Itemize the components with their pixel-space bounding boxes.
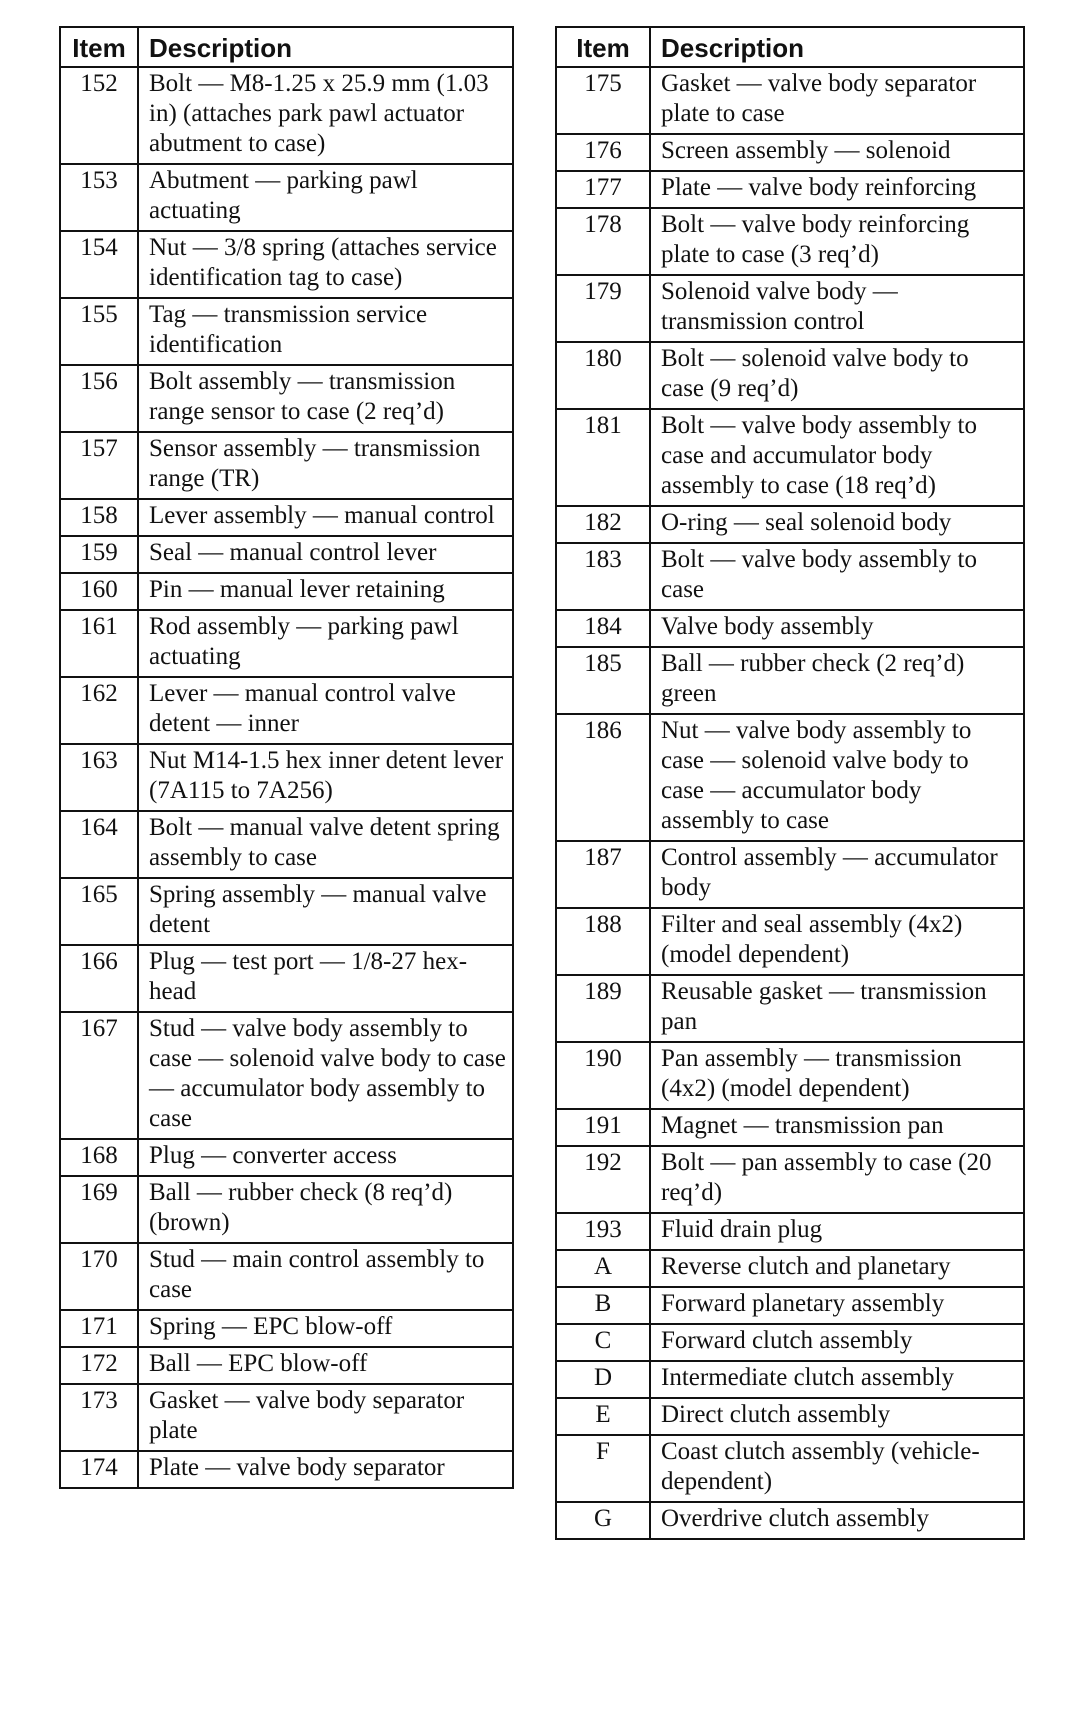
- item-description: Bolt — manual valve detent spring assembly to case: [138, 811, 513, 878]
- item-description: Sensor assembly — transmission range (TR): [138, 432, 513, 499]
- item-number: 173: [60, 1384, 138, 1451]
- table-row: [60, 1451, 513, 1488]
- item-number: 154: [60, 231, 138, 298]
- table-row: [60, 67, 513, 164]
- item-description: Coast clutch assembly (vehicle-dependent): [650, 1435, 1024, 1502]
- item-description: Pan assembly — transmission (4x2) (model dependent): [650, 1042, 1024, 1109]
- item-number: 162: [60, 677, 138, 744]
- table-row: [556, 1146, 1024, 1213]
- description-column-header: Description: [650, 27, 1024, 67]
- item-number: C: [556, 1324, 650, 1361]
- item-description: O-ring — seal solenoid body: [650, 506, 1024, 543]
- item-description: Fluid drain plug: [650, 1213, 1024, 1250]
- table-row: [60, 164, 513, 231]
- item-description: Filter and seal assembly (4x2) (model dependent): [650, 908, 1024, 975]
- item-number: 182: [556, 506, 650, 543]
- table-row: [556, 543, 1024, 610]
- item-description: Ball — EPC blow-off: [138, 1347, 513, 1384]
- table-row: [556, 1287, 1024, 1324]
- item-number: F: [556, 1435, 650, 1502]
- item-description: Stud — main control assembly to case: [138, 1243, 513, 1310]
- item-description: Ball — rubber check (8 req’d) (brown): [138, 1176, 513, 1243]
- item-description: Spring assembly — manual valve detent: [138, 878, 513, 945]
- table-row: [60, 231, 513, 298]
- item-description: Seal — manual control lever: [138, 536, 513, 573]
- table-row: [556, 1213, 1024, 1250]
- table-row: [556, 134, 1024, 171]
- item-description: Bolt — valve body assembly to case: [650, 543, 1024, 610]
- item-description: Spring — EPC blow-off: [138, 1310, 513, 1347]
- table-row: [556, 647, 1024, 714]
- header-row: [556, 27, 1024, 67]
- parts-table-left: [59, 26, 514, 1489]
- item-description: Ball — rubber check (2 req’d) green: [650, 647, 1024, 714]
- item-number: 166: [60, 945, 138, 1012]
- item-number: 159: [60, 536, 138, 573]
- item-description: Direct clutch assembly: [650, 1398, 1024, 1435]
- table-row: [556, 1435, 1024, 1502]
- item-description: Stud — valve body assembly to case — solenoid valve body to case — accumulator body assembly to case: [138, 1012, 513, 1139]
- table-row: [60, 744, 513, 811]
- table-row: [60, 536, 513, 573]
- item-number: D: [556, 1361, 650, 1398]
- item-description: Gasket — valve body separator plate: [138, 1384, 513, 1451]
- table-row: [556, 1324, 1024, 1361]
- item-description: Pin — manual lever retaining: [138, 573, 513, 610]
- item-number: 152: [60, 67, 138, 164]
- table-row: [556, 714, 1024, 841]
- item-description: Magnet — transmission pan: [650, 1109, 1024, 1146]
- table-row: [556, 342, 1024, 409]
- item-column-header: Item: [60, 27, 138, 67]
- item-number: 174: [60, 1451, 138, 1488]
- item-number: A: [556, 1250, 650, 1287]
- table-row: [60, 432, 513, 499]
- item-description: Tag — transmission service identification: [138, 298, 513, 365]
- item-number: 185: [556, 647, 650, 714]
- table-row: [60, 499, 513, 536]
- table-row: [60, 811, 513, 878]
- item-description: Reusable gasket — transmission pan: [650, 975, 1024, 1042]
- table-row: [556, 1502, 1024, 1539]
- item-number: 167: [60, 1012, 138, 1139]
- description-column-header: Description: [138, 27, 513, 67]
- item-description: Gasket — valve body separator plate to case: [650, 67, 1024, 134]
- item-number: 184: [556, 610, 650, 647]
- item-description: Bolt — valve body reinforcing plate to case (3 req’d): [650, 208, 1024, 275]
- item-number: 170: [60, 1243, 138, 1310]
- table-row: [60, 1243, 513, 1310]
- table-row: [556, 1250, 1024, 1287]
- item-description: Nut — 3/8 spring (attaches service identification tag to case): [138, 231, 513, 298]
- item-number: 164: [60, 811, 138, 878]
- item-description: Lever assembly — manual control: [138, 499, 513, 536]
- item-number: 193: [556, 1213, 650, 1250]
- item-number: 190: [556, 1042, 650, 1109]
- item-description: Solenoid valve body — transmission control: [650, 275, 1024, 342]
- item-description: Bolt — valve body assembly to case and accumulator body assembly to case (18 req’d): [650, 409, 1024, 506]
- table-row: [60, 1310, 513, 1347]
- table-row: [60, 610, 513, 677]
- table-row: [60, 1012, 513, 1139]
- item-number: G: [556, 1502, 650, 1539]
- table-row: [556, 1361, 1024, 1398]
- table-row: [556, 208, 1024, 275]
- item-description: Lever — manual control valve detent — inner: [138, 677, 513, 744]
- item-description: Intermediate clutch assembly: [650, 1361, 1024, 1398]
- item-number: 178: [556, 208, 650, 275]
- item-number: 172: [60, 1347, 138, 1384]
- item-description: Abutment — parking pawl actuating: [138, 164, 513, 231]
- item-description: Bolt assembly — transmission range sensor to case (2 req’d): [138, 365, 513, 432]
- item-description: Rod assembly — parking pawl actuating: [138, 610, 513, 677]
- table-row: [60, 573, 513, 610]
- table-row: [556, 975, 1024, 1042]
- table-row: [556, 1109, 1024, 1146]
- table-row: [556, 1398, 1024, 1435]
- item-column-header: Item: [556, 27, 650, 67]
- item-number: 177: [556, 171, 650, 208]
- item-description: Reverse clutch and planetary: [650, 1250, 1024, 1287]
- item-description: Bolt — pan assembly to case (20 req’d): [650, 1146, 1024, 1213]
- item-number: 175: [556, 67, 650, 134]
- item-number: 186: [556, 714, 650, 841]
- item-description: Forward clutch assembly: [650, 1324, 1024, 1361]
- item-description: Plug — converter access: [138, 1139, 513, 1176]
- table-row: [556, 1042, 1024, 1109]
- item-description: Control assembly — accumulator body: [650, 841, 1024, 908]
- item-description: Plate — valve body separator: [138, 1451, 513, 1488]
- table-row: [556, 67, 1024, 134]
- item-description: Plug — test port — 1/8-27 hex-head: [138, 945, 513, 1012]
- table-row: [60, 945, 513, 1012]
- item-number: E: [556, 1398, 650, 1435]
- item-number: 191: [556, 1109, 650, 1146]
- table-row: [60, 1176, 513, 1243]
- item-description: Plate — valve body reinforcing: [650, 171, 1024, 208]
- item-description: Bolt — M8-1.25 x 25.9 mm (1.03 in) (attaches park pawl actuator abutment to case): [138, 67, 513, 164]
- table-row: [556, 409, 1024, 506]
- table-row: [60, 677, 513, 744]
- table-row: [60, 298, 513, 365]
- table-row: [556, 908, 1024, 975]
- table-row: [60, 1384, 513, 1451]
- item-description: Bolt — solenoid valve body to case (9 req’d): [650, 342, 1024, 409]
- item-number: 160: [60, 573, 138, 610]
- item-number: 183: [556, 543, 650, 610]
- table-row: [556, 841, 1024, 908]
- table-row: [556, 275, 1024, 342]
- item-number: 157: [60, 432, 138, 499]
- item-description: Overdrive clutch assembly: [650, 1502, 1024, 1539]
- item-description: Screen assembly — solenoid: [650, 134, 1024, 171]
- item-number: 188: [556, 908, 650, 975]
- item-description: Nut — valve body assembly to case — solenoid valve body to case — accumulator body assembly to case: [650, 714, 1024, 841]
- item-number: 156: [60, 365, 138, 432]
- item-number: 171: [60, 1310, 138, 1347]
- item-number: 158: [60, 499, 138, 536]
- item-number: 169: [60, 1176, 138, 1243]
- item-number: 155: [60, 298, 138, 365]
- table-row: [60, 878, 513, 945]
- item-number: 192: [556, 1146, 650, 1213]
- table-row: [556, 610, 1024, 647]
- item-number: 161: [60, 610, 138, 677]
- table-row: [60, 1347, 513, 1384]
- table-row: [556, 171, 1024, 208]
- table-row: [60, 1139, 513, 1176]
- item-number: 165: [60, 878, 138, 945]
- item-number: 168: [60, 1139, 138, 1176]
- item-number: B: [556, 1287, 650, 1324]
- table-row: [60, 365, 513, 432]
- item-number: 179: [556, 275, 650, 342]
- item-description: Forward planetary assembly: [650, 1287, 1024, 1324]
- item-number: 180: [556, 342, 650, 409]
- item-number: 181: [556, 409, 650, 506]
- item-number: 189: [556, 975, 650, 1042]
- parts-table-right: [555, 26, 1025, 1540]
- header-row: [60, 27, 513, 67]
- item-number: 187: [556, 841, 650, 908]
- item-description: Valve body assembly: [650, 610, 1024, 647]
- item-number: 163: [60, 744, 138, 811]
- item-number: 176: [556, 134, 650, 171]
- item-number: 153: [60, 164, 138, 231]
- item-description: Nut M14-1.5 hex inner detent lever (7A115 to 7A256): [138, 744, 513, 811]
- table-row: [556, 506, 1024, 543]
